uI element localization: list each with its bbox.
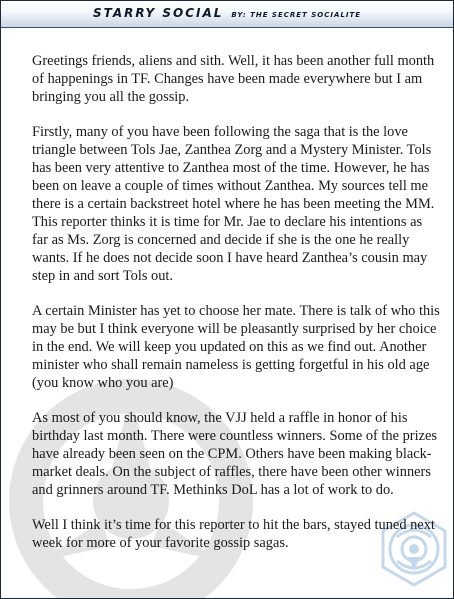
article-paragraph: Greetings friends, aliens and sith. Well, it has been another full month of happenings in TF. Changes have been made everywhere but I am bringing you all the gossip. <box>32 53 435 105</box>
gossip-article <box>32 53 440 571</box>
article-paragraph: Well I think it’s time for this reporter to hit the bars, stayed tuned next week for more of your favorite gossip sagas. <box>32 517 435 552</box>
article-paragraph: A certain Minister has yet to choose her mate. There is talk of who this may be but I think everyone will be pleasantly surprised by her choice in the end. We will keep you updated on this as we find out. Another minister who shall remain nameless is getting forgetful in his old age (you know who you are) <box>32 303 440 391</box>
article-paragraph: As most of you should know, the VJJ held a raffle in honor of his birthday last month. There were countless winners. Some of the prizes have already been seen on the CPM. Others have been making black-market deals. On the subject of raffles, there have been other winners and grinners around TF. Methinks DoL has a lot of work to do. <box>32 410 437 498</box>
author-byline: BY: THE SECRET SOCIALITE <box>231 11 362 19</box>
newsletter-header <box>1 1 453 28</box>
article-paragraph: Firstly, many of you have been following the saga that is the love triangle between Tols Jae, Zanthea Zorg and a Mystery Minister. Tols has been very attentive to Zanthea most of the time. However, he has been on leave a couple of times without Zanthea. My sources tell me there is a certain backstreet hotel where he has been meeting the MM. This reporter thinks it is time for Mr. Jae to declare his intentions as far as Ms. Zorg is concerned and decide if she is the one he really wants. If he does not decide soon I have heard Zanthea’s cousin may step in and sort Tols out. <box>32 124 435 284</box>
newsletter-title: STARRY SOCIAL <box>92 6 224 20</box>
